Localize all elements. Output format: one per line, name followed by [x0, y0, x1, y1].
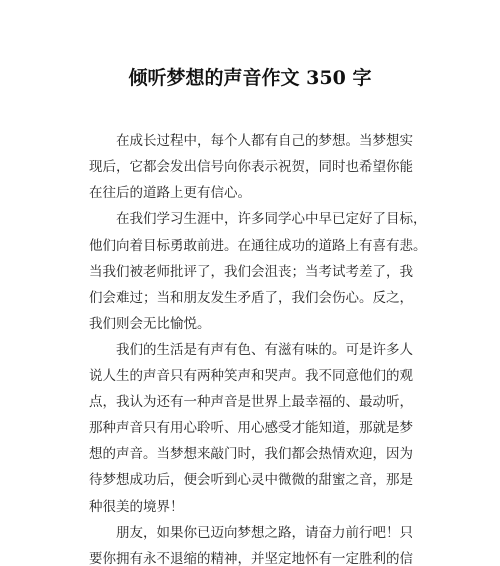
paragraph-3-line-6: 待梦想成功后，便会听到心灵中微微的甜蜜之音，那是	[89, 472, 413, 488]
paragraph-3-line-5: 想的声音。当梦想来敲门时，我们都会热情欢迎，因为	[89, 446, 413, 462]
paragraph-2-line-1: 在我们学习生涯中，许多同学心中早已定好了目标，	[116, 211, 427, 227]
paragraph-1-line-1: 在成长过程中，每个人都有自己的梦想。当梦想实	[116, 133, 413, 149]
article-title: 倾听梦想的声音作文 350 字	[128, 67, 372, 89]
paragraph-1-line-2: 现后，它都会发出信号向你表示祝贺，同时也希望你能	[89, 159, 413, 175]
paragraph-1-line-3: 在往后的道路上更有信心。	[89, 185, 251, 201]
paragraph-3-line-3: 点，我认为还有一种声音是世界上最幸福的、最动听，	[89, 394, 413, 410]
paragraph-3-line-7: 种很美的境界！	[89, 499, 184, 515]
paragraph-2-line-3: 当我们被老师批评了，我们会沮丧；当考试考差了，我	[89, 264, 413, 280]
paragraph-4-line-1: 朋友，如果你已迈向梦想之路，请奋力前行吧！只	[116, 525, 413, 541]
paragraph-2-line-5: 我们则会无比愉悦。	[89, 316, 211, 332]
paragraph-2-line-4: 们会难过；当和朋友发生矛盾了，我们会伤心。反之，	[89, 290, 413, 306]
paragraph-3-line-4: 那种声音只有用心聆听、用心感受才能知道，那就是梦	[89, 420, 413, 436]
paragraph-2-line-2: 他们向着目标勇敢前进。在通往成功的道路上有喜有悲。	[89, 238, 427, 254]
paragraph-3-line-1: 我们的生活是有声有色、有滋有味的。可是许多人	[116, 342, 413, 358]
paragraph-3-line-2: 说人生的声音只有两种笑声和哭声。我不同意他们的观	[89, 368, 413, 384]
paragraph-4-line-2: 要你拥有永不退缩的精神，并坚定地怀有一定胜利的信	[89, 551, 413, 566]
